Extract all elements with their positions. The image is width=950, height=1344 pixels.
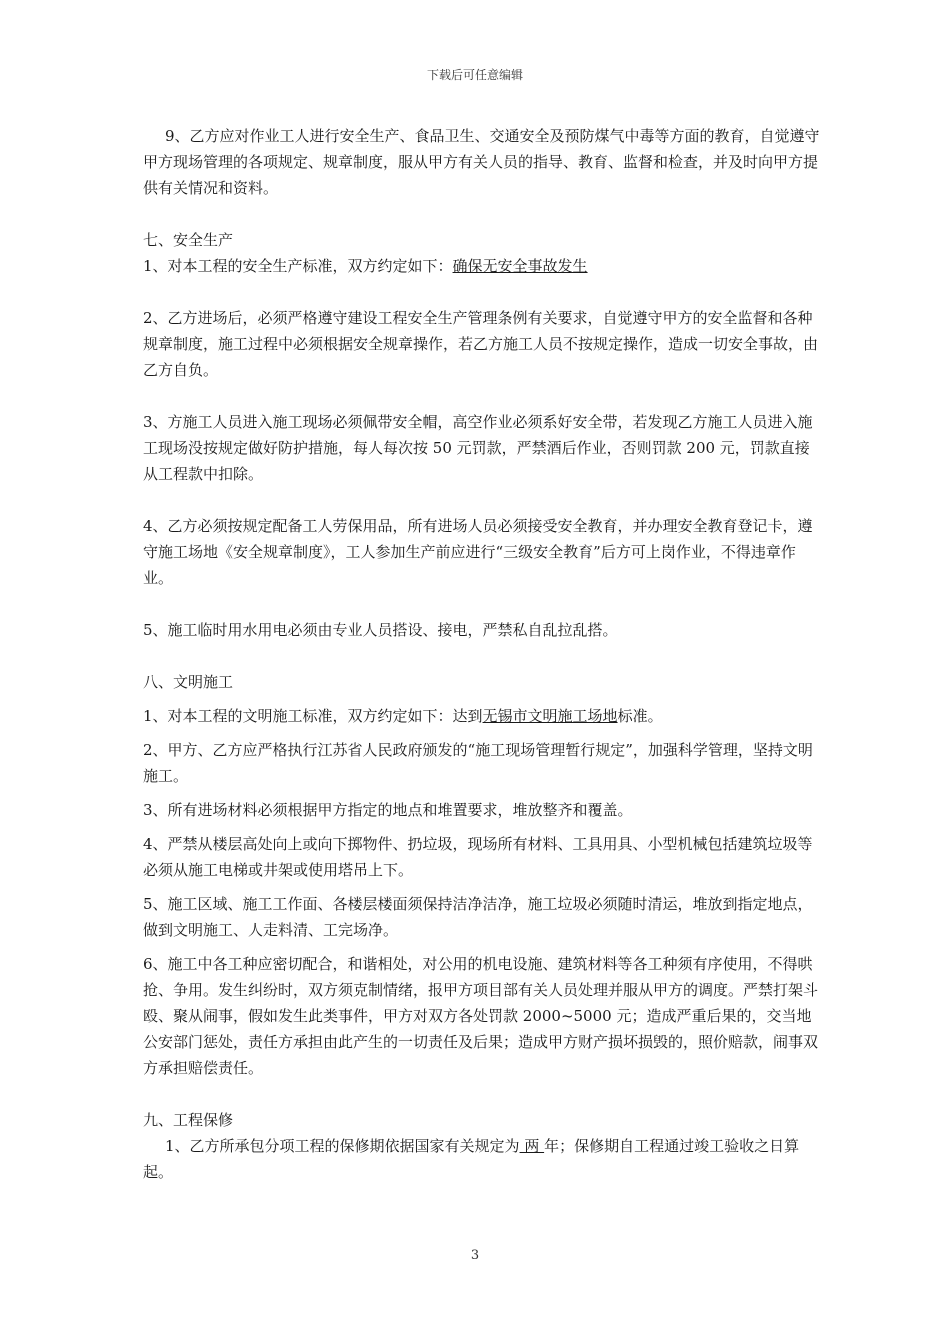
section-8-title: 八、文明施工 [143, 673, 234, 691]
page-number: 3 [470, 1248, 480, 1263]
s7-paragraph-5: 5、施工临时用水用电必须由专业人员搭设、接电，严禁私自乱拉乱搭。 [143, 621, 618, 639]
s7-paragraph-1 [143, 253, 823, 279]
s8-p1-text: 1、对本工程的文明施工标准，双方约定如下：达到 [143, 707, 483, 725]
s9-p1-underlined: 两 [519, 1137, 545, 1155]
section-9-title: 九、工程保修 [143, 1111, 234, 1129]
s7-paragraph-4: 4、乙方必须按规定配备工人劳保用品，所有进场人员必须接受安全教育，并办理安全教育登记卡，遵守施工场地《安全规章制度》，工人参加生产前应进行“三级安全教育”后方可上岗作业，不得违章作业。 [143, 517, 813, 587]
document-body [143, 123, 823, 1185]
s7-paragraph-2: 2、乙方进场后，必须严格遵守建设工程安全生产管理条例有关要求，自觉遵守甲方的安全监督和各种规章制度，施工过程中必须根据安全规章操作，若乙方施工人员不按规定操作，造成一切安全事故，由乙方自负。 [143, 309, 819, 379]
section-7-title: 七、安全生产 [143, 231, 234, 249]
s8-paragraph-1 [143, 703, 823, 729]
s8-paragraph-6: 6、施工中各工种应密切配合，和谐相处，对公用的机电设施、建筑材料等各工种须有序使用，不得哄抢、争用。发生纠纷时，双方须克制情绪，报甲方项目部有关人员处理并服从甲方的调度。严禁打架斗殴、聚从闹事，假如发生此类事件，甲方对双方各处罚款 2000~5000 元；造成严重后果的，交当地公安部门惩处，责任方承担由此产生的一切责任及后果；造成甲方财产损坏损毁的，照价赔款，闹事双方承担赔偿责任。 [143, 955, 819, 1077]
s8-paragraph-4: 4、严禁从楼层高处向上或向下掷物件、扔垃圾，现场所有材料、工具用具、小型机械包括建筑垃圾等必须从施工电梯或井架或使用塔吊上下。 [143, 835, 813, 879]
s6-paragraph-9: 9、乙方应对作业工人进行安全生产、食品卫生、交通安全及预防煤气中毒等方面的教育，自觉遵守甲方现场管理的各项规定、规章制度，服从甲方有关人员的指导、教育、监督和检查，并及时向甲方提供有关情况和资料。 [143, 127, 820, 197]
s7-paragraph-3: 3、方施工人员进入施工现场必须佩带安全帽，高空作业必须系好安全带，若发现乙方施工人员进入施工现场没按规定做好防护措施，每人每次按 50 元罚款，严禁酒后作业，否则罚款 200 元，罚款直接从工程款中扣除。 [143, 413, 813, 483]
s9-p1-suffix: 年；保修期自工程通过竣工验收之日算起。 [143, 1137, 800, 1181]
s8-paragraph-3: 3、所有进场材料必须根据甲方指定的地点和堆置要求，堆放整齐和覆盖。 [143, 801, 633, 819]
s9-paragraph-1 [143, 1133, 823, 1185]
s8-p1-suffix: 标准。 [617, 707, 663, 725]
s8-paragraph-5: 5、施工区域、施工工作面、各楼层楼面须保持洁净洁净，施工垃圾必须随时清运，堆放到指定地点，做到文明施工、人走料清、工完场净。 [143, 895, 813, 939]
page-header: 下载后可任意编辑 [426, 68, 523, 82]
s8-p1-underlined: 无锡市文明施工场地 [482, 707, 618, 725]
s9-p1-text: 1、乙方所承包分项工程的保修期依据国家有关规定为 [165, 1137, 520, 1155]
s8-paragraph-2: 2、甲方、乙方应严格执行江苏省人民政府颁发的“施工现场管理暂行规定”，加强科学管理，坚持文明施工。 [143, 741, 813, 785]
s7-p1-underlined: 确保无安全事故发生 [452, 257, 588, 275]
s7-p1-text: 1、对本工程的安全生产标准，双方约定如下： [143, 257, 453, 275]
